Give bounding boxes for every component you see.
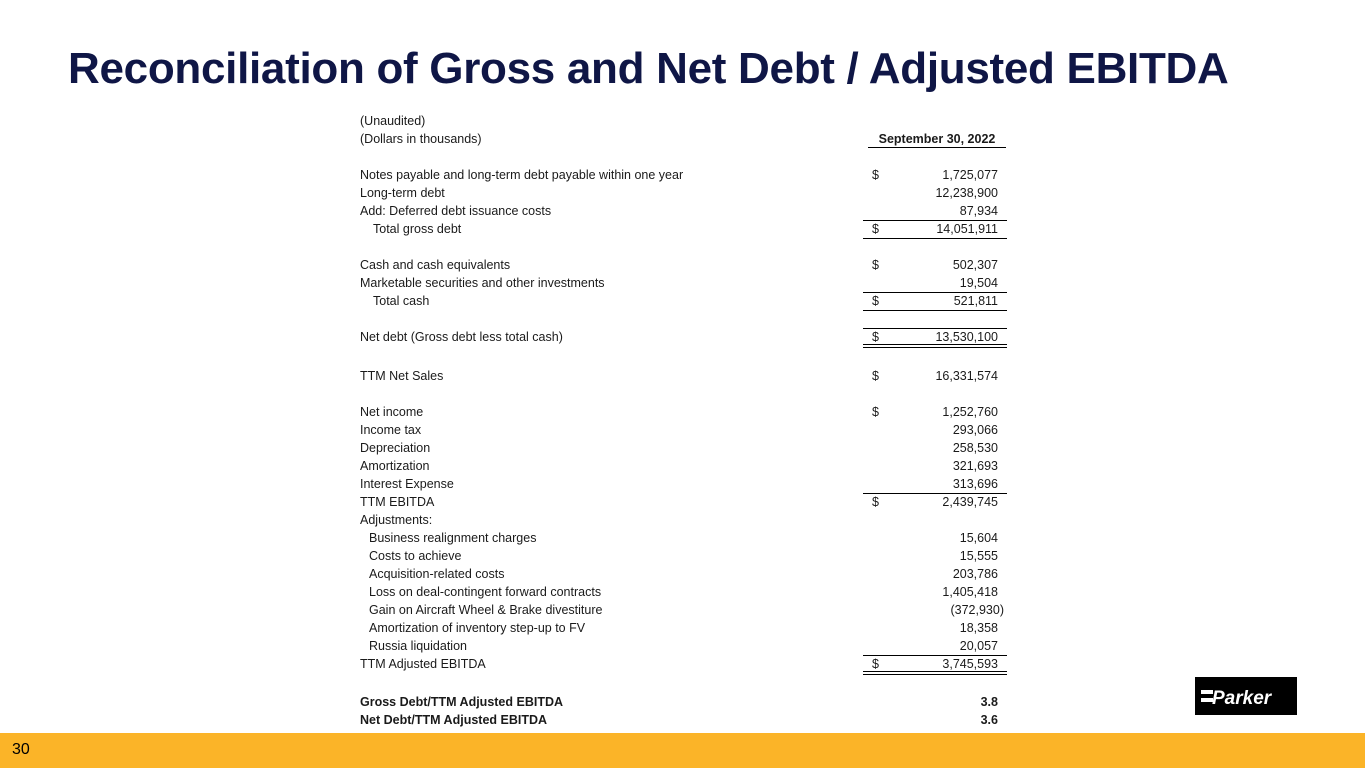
row-value: 15,555 (959, 549, 998, 563)
row-label: Adjustments: (360, 513, 433, 527)
footer-bar (0, 733, 1365, 768)
spacer-row (360, 310, 1008, 328)
table-row (360, 583, 1008, 601)
table-row (360, 274, 1008, 292)
row-value: 258,530 (952, 441, 998, 455)
page-title: Reconciliation of Gross and Net Debt / Adjusted EBITDA (68, 44, 1229, 93)
row-value: 87,934 (959, 204, 998, 218)
currency-symbol: $ (872, 168, 879, 182)
row-value: 521,811 (953, 294, 998, 308)
table-row (360, 637, 1008, 655)
row-label: Cash and cash equivalents (360, 258, 511, 272)
table-row (360, 220, 1008, 238)
currency-symbol: $ (872, 294, 879, 308)
row-label: Add: Deferred debt issuance costs (360, 204, 552, 218)
row-label: Net income (360, 405, 424, 419)
row-value: 1,725,077 (942, 168, 998, 182)
period-header: September 30, 2022 (868, 130, 1006, 148)
row-label: Amortization of inventory step-up to FV (369, 621, 586, 635)
row-label: Marketable securities and other investments (360, 276, 605, 290)
currency-symbol: $ (872, 369, 879, 383)
row-label: Total gross debt (373, 222, 462, 236)
table-row (360, 184, 1008, 202)
currency-symbol: $ (872, 222, 879, 236)
row-value: 20,057 (959, 639, 998, 653)
row-label: Gross Debt/TTM Adjusted EBITDA (360, 695, 564, 709)
row-value: 313,696 (952, 477, 998, 491)
table-row (360, 511, 1008, 529)
row-value: 2,439,745 (942, 495, 998, 509)
table-row (360, 619, 1008, 637)
table-row (360, 292, 1008, 310)
row-value: 293,066 (952, 423, 998, 437)
row-value: 3,745,593 (942, 657, 998, 671)
row-label: Net Debt/TTM Adjusted EBITDA (360, 713, 548, 727)
row-label: Interest Expense (360, 477, 454, 491)
row-label: Loss on deal-contingent forward contracts (369, 585, 602, 599)
row-value: 502,307 (952, 258, 998, 272)
parker-logo-icon (1195, 677, 1297, 715)
row-value: 18,358 (959, 621, 998, 635)
row-value: 12,238,900 (935, 186, 998, 200)
row-value: 321,693 (952, 459, 998, 473)
currency-symbol: $ (872, 258, 879, 272)
row-value: (372,930) (950, 603, 1004, 617)
table-row (360, 693, 1008, 711)
row-value: 3.6 (980, 713, 998, 727)
table-row (360, 565, 1008, 583)
table-row (360, 493, 1008, 511)
row-label: TTM EBITDA (360, 495, 435, 509)
row-label: Acquisition-related costs (369, 567, 505, 581)
table-row (360, 655, 1008, 673)
row-label: Total cash (373, 294, 430, 308)
reconciliation-table (360, 112, 1008, 729)
unaudited-label: (Unaudited) (360, 114, 426, 128)
table-row (360, 547, 1008, 565)
row-value: 13,530,100 (935, 330, 998, 344)
row-label: Gain on Aircraft Wheel & Brake divestiture (369, 603, 603, 617)
table-row (360, 403, 1008, 421)
row-value: 15,604 (959, 531, 998, 545)
units-label: (Dollars in thousands) (360, 132, 482, 146)
currency-symbol: $ (872, 657, 879, 671)
row-value: 14,051,911 (936, 222, 998, 236)
row-value: 3.8 (980, 695, 998, 709)
table-row (360, 601, 1008, 619)
currency-symbol: $ (872, 405, 879, 419)
currency-symbol: $ (872, 495, 879, 509)
row-label: Russia liquidation (369, 639, 467, 653)
table-row (360, 439, 1008, 457)
currency-symbol: $ (872, 330, 879, 344)
table-row (360, 328, 1008, 346)
table-row (360, 529, 1008, 547)
row-label: Depreciation (360, 441, 431, 455)
row-label: Business realignment charges (369, 531, 537, 545)
page-number: 30 (12, 741, 30, 758)
table-row (360, 130, 1008, 148)
table-row (360, 457, 1008, 475)
table-row (360, 367, 1008, 385)
row-label: Costs to achieve (369, 549, 462, 563)
spacer-row (360, 238, 1008, 256)
row-value: 16,331,574 (935, 369, 998, 383)
row-value: 1,252,760 (942, 405, 998, 419)
table-row (360, 166, 1008, 184)
table-row (360, 475, 1008, 493)
table-row (360, 711, 1008, 729)
row-label: Income tax (360, 423, 422, 437)
table-row (360, 112, 1008, 130)
logo-text: Parker (1212, 688, 1272, 709)
table-row (360, 421, 1008, 439)
table-row (360, 256, 1008, 274)
row-label: Long-term debt (360, 186, 445, 200)
row-label: Amortization (360, 459, 430, 473)
row-value: 19,504 (959, 276, 998, 290)
row-label: Net debt (Gross debt less total cash) (360, 330, 563, 344)
table-row (360, 202, 1008, 220)
row-value: 203,786 (952, 567, 998, 581)
row-label: Notes payable and long-term debt payable within one year (360, 168, 684, 182)
row-label: TTM Adjusted EBITDA (360, 657, 486, 671)
parker-logo (1195, 677, 1297, 715)
row-value: 1,405,418 (942, 585, 998, 599)
row-label: TTM Net Sales (360, 369, 444, 383)
